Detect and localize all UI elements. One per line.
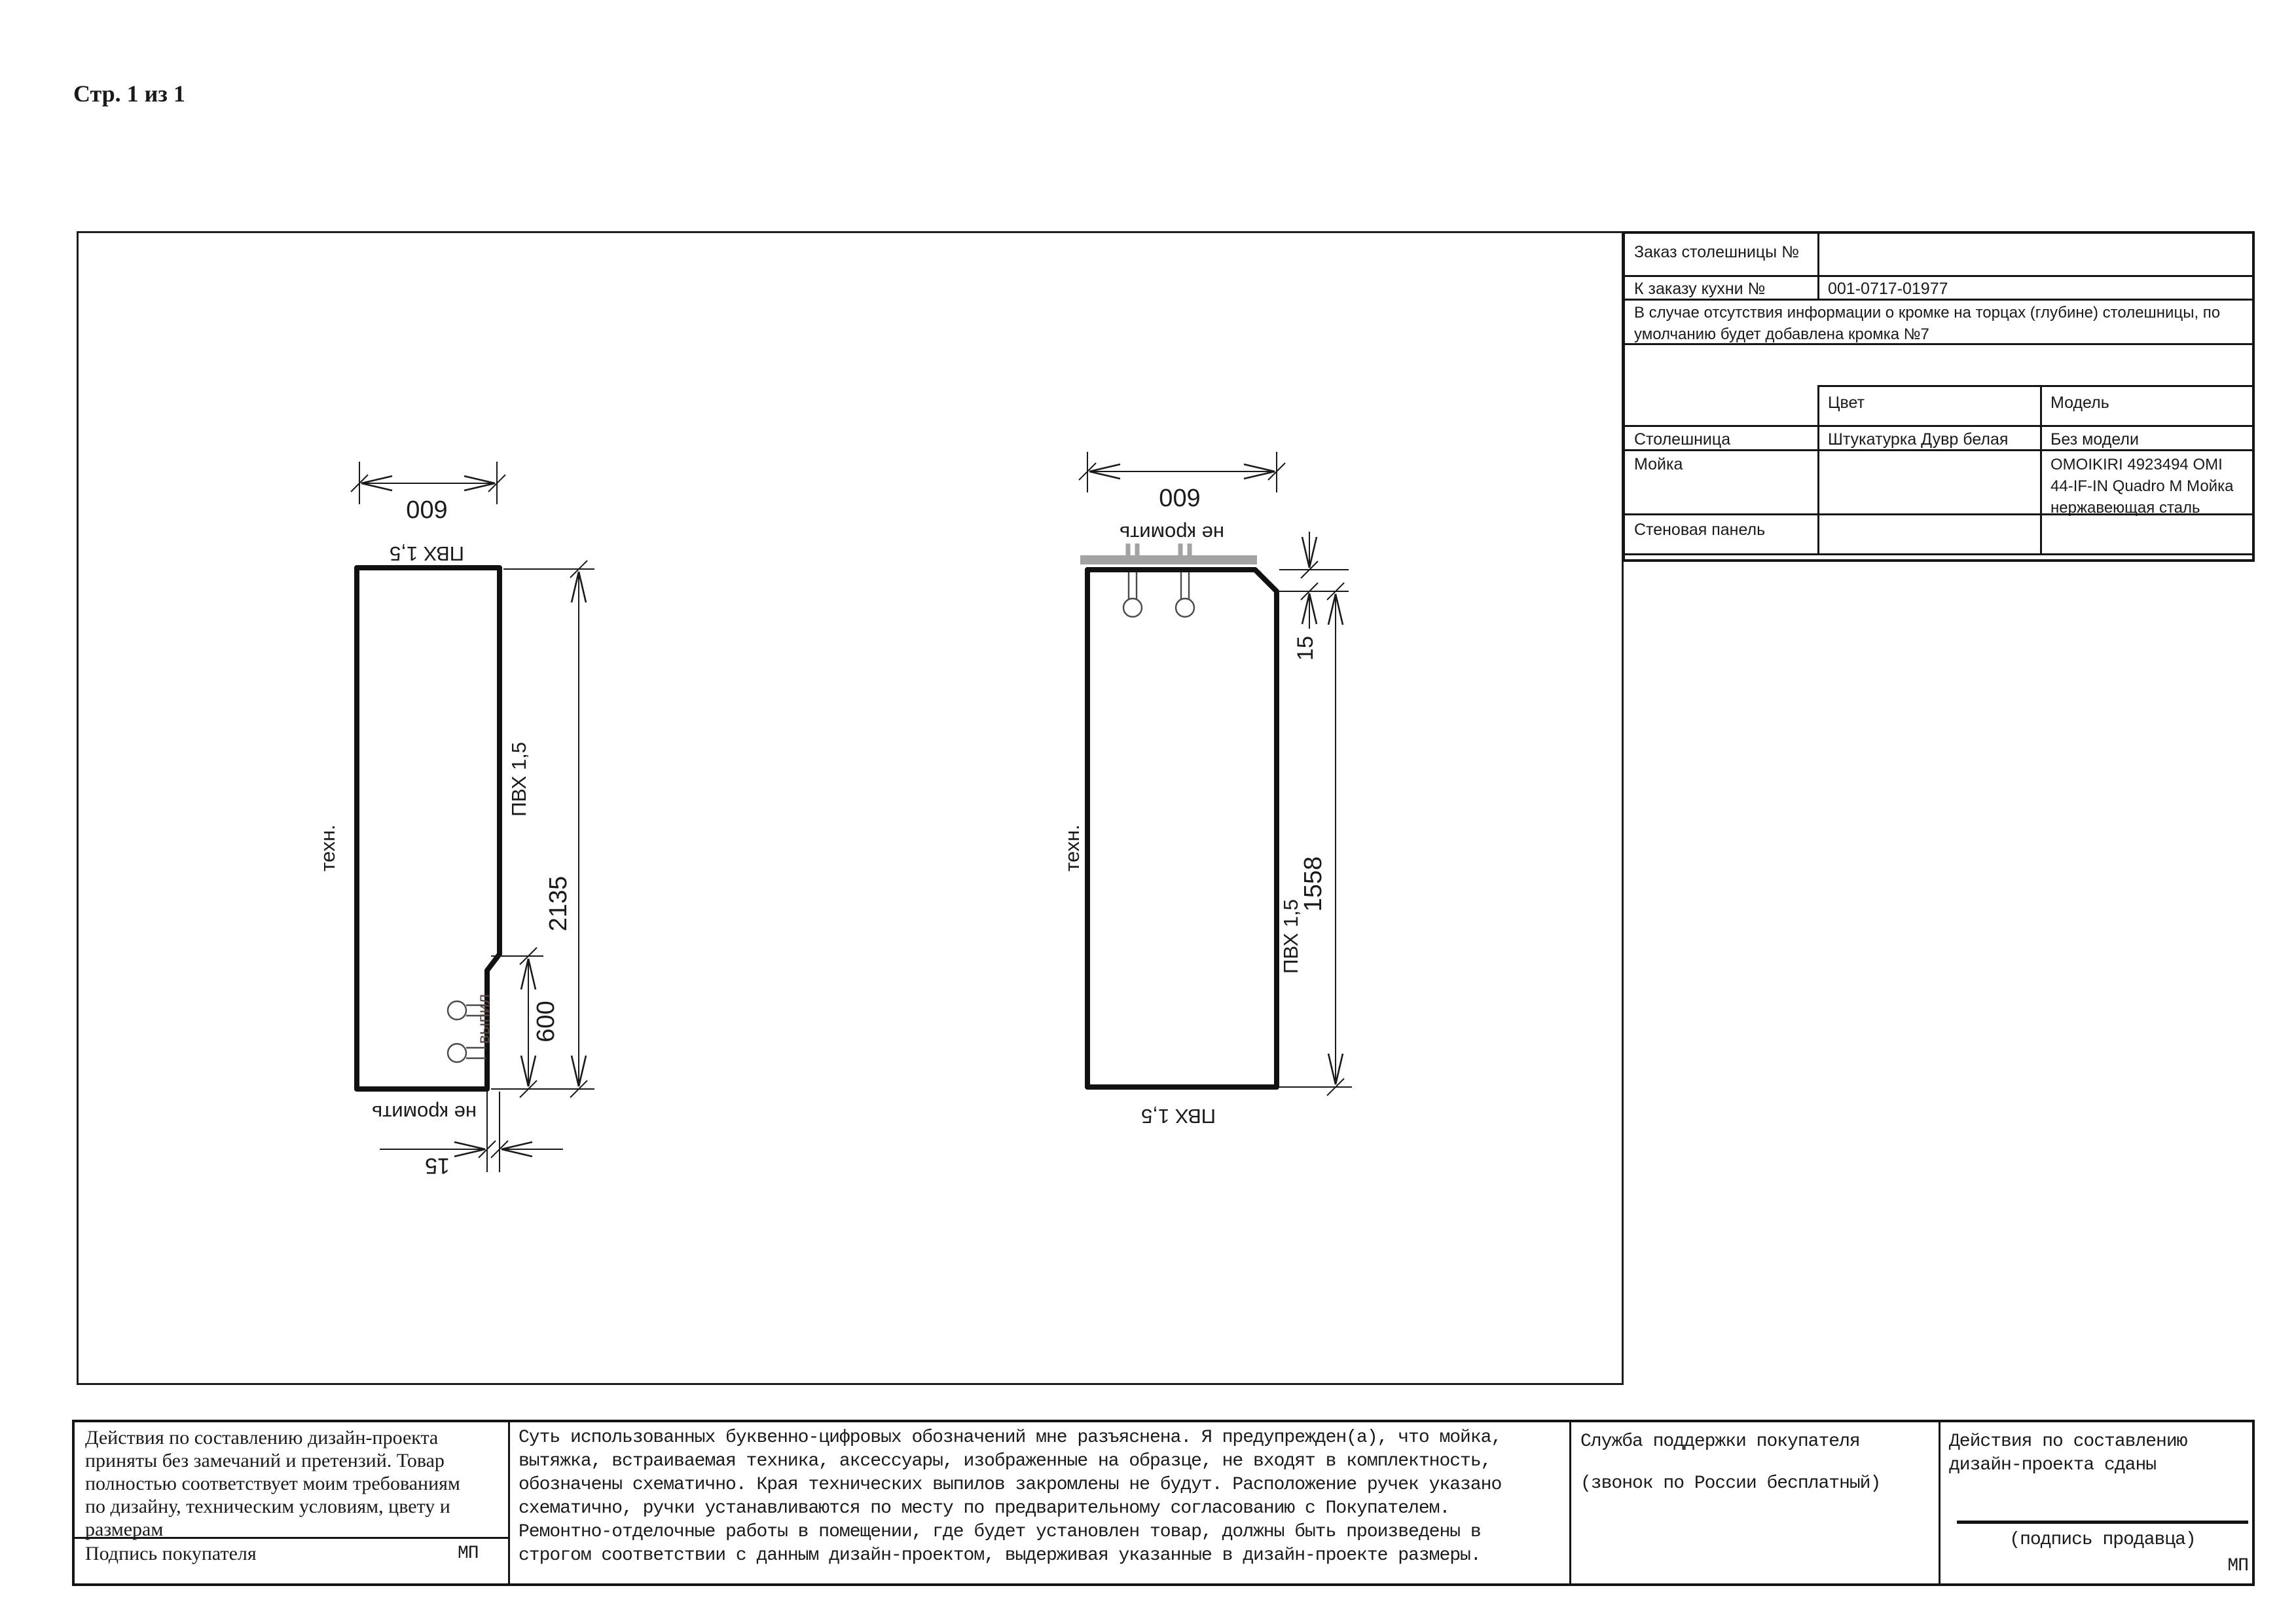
disclaimer-text: Суть использованных буквенно-цифровых обозначений мне разъяснена. Я предупрежден(а), что мойка, вытяжка, встраиваемая техника, аксессуары, изображенные на образце, не входят в комплектность, обозначены схематично. Края технических выпилов закромлены не будут. Расположение ручек указано схематично, ручки устанавливаются по месту по предварительному согласованию с Покупателем. Ремонтно-отделочные работы в помещении, где будет установлен товар, должны быть произведены в строгом соответствии с данным дизайн-проектом, выдерживая указанные в дизайн-проекте размеры. (519, 1428, 1502, 1566)
right-edge-right-label: ПВХ 1,5 (1279, 899, 1303, 974)
table-line (1569, 1422, 1571, 1583)
seller-signature-line (1957, 1521, 2248, 1524)
pipe-circle (448, 1044, 466, 1062)
table-line (1625, 553, 2252, 555)
edge-note: В случае отсутствия информации о кромке на торцах (глубине) столешницы, по умолчанию будет добавлена кромка №7 (1634, 304, 2221, 343)
right-dim-chamfer: 15 (1292, 636, 1318, 661)
left-dim-notch: 600 (532, 1001, 560, 1043)
row-countertop-name: Столешница (1634, 430, 1731, 449)
right-edge-left-label: техн. (1061, 824, 1084, 872)
kitchen-order-value: 001-0717-01977 (1828, 280, 1948, 298)
left-dim-notch-depth: 15 (425, 1153, 450, 1179)
right-dim-width: 600 (1159, 483, 1201, 511)
left-dim-width: 600 (406, 494, 448, 523)
left-cutout-label: выпил (473, 993, 493, 1044)
seller-actions-line2: дизайн-проекта сданы (1949, 1455, 2157, 1475)
seller-signature-label: (подпись продавца) (2009, 1530, 2196, 1550)
table-line (1625, 275, 2252, 277)
support-title: Служба поддержки покупателя (1580, 1431, 1860, 1452)
footer-table (72, 1420, 2255, 1586)
right-no-edge-label: не кромить (1120, 521, 1224, 545)
buyer-stamp-label: МП (458, 1543, 479, 1564)
left-dim-length: 2135 (545, 876, 573, 932)
column-header-color: Цвет (1828, 394, 1865, 412)
left-no-edge-label: не кромить (372, 1101, 477, 1124)
row-sink-name: Мойка (1634, 455, 1683, 473)
pipe-circle (448, 1001, 466, 1020)
column-header-model: Модель (2050, 394, 2109, 412)
row-countertop-color: Штукатурка Дувр белая (1828, 430, 2009, 449)
no-edge-bar (1080, 555, 1257, 564)
kitchen-order-label: К заказу кухни № (1634, 280, 1766, 298)
right-piece (1061, 452, 1352, 1128)
support-note: (звонок по России бесплатный) (1580, 1473, 1881, 1494)
buyer-acceptance-text: Действия по составлению дизайн-проекта приняты без замечаний и претензий. Товар полностью соответствует моим требованиям по дизайну, техническим условиям, цвету и размерам (85, 1427, 460, 1540)
table-line (1817, 385, 1819, 553)
row-countertop-model: Без модели (2050, 430, 2139, 449)
table-line (1817, 385, 2252, 387)
order-number-label: Заказ столешницы № (1634, 243, 1799, 261)
seller-actions-line1: Действия по составлению (1949, 1431, 2187, 1452)
pipe-circle (1176, 599, 1194, 617)
pipe-circle (1123, 599, 1142, 617)
row-sink-model: OMOIKIRI 4923494 OMI 44-IF-IN Quadro M Мойка нержавеющая сталь (2050, 456, 2234, 517)
table-line (1817, 234, 1819, 299)
info-table (1622, 231, 2255, 562)
page-number: Стр. 1 из 1 (73, 81, 185, 107)
left-piece (316, 462, 594, 1178)
table-line (2040, 385, 2042, 553)
table-line (508, 1422, 510, 1583)
buyer-signature-label: Подпись покупателя (85, 1543, 257, 1564)
seller-stamp-label: МП (2227, 1556, 2248, 1576)
table-line (1625, 425, 2252, 427)
left-edge-top-label: ПВХ 1,5 (390, 542, 464, 565)
right-dim-length: 1558 (1300, 856, 1328, 912)
table-line (1939, 1422, 1941, 1583)
left-edge-left-label: техн. (316, 824, 340, 872)
left-edge-right-label: ПВХ 1,5 (507, 742, 531, 817)
right-piece-outline (1087, 570, 1277, 1087)
right-edge-bottom-label: ПВХ 1,5 (1141, 1104, 1216, 1128)
row-wallpanel-name: Стеновая панель (1634, 521, 1766, 539)
